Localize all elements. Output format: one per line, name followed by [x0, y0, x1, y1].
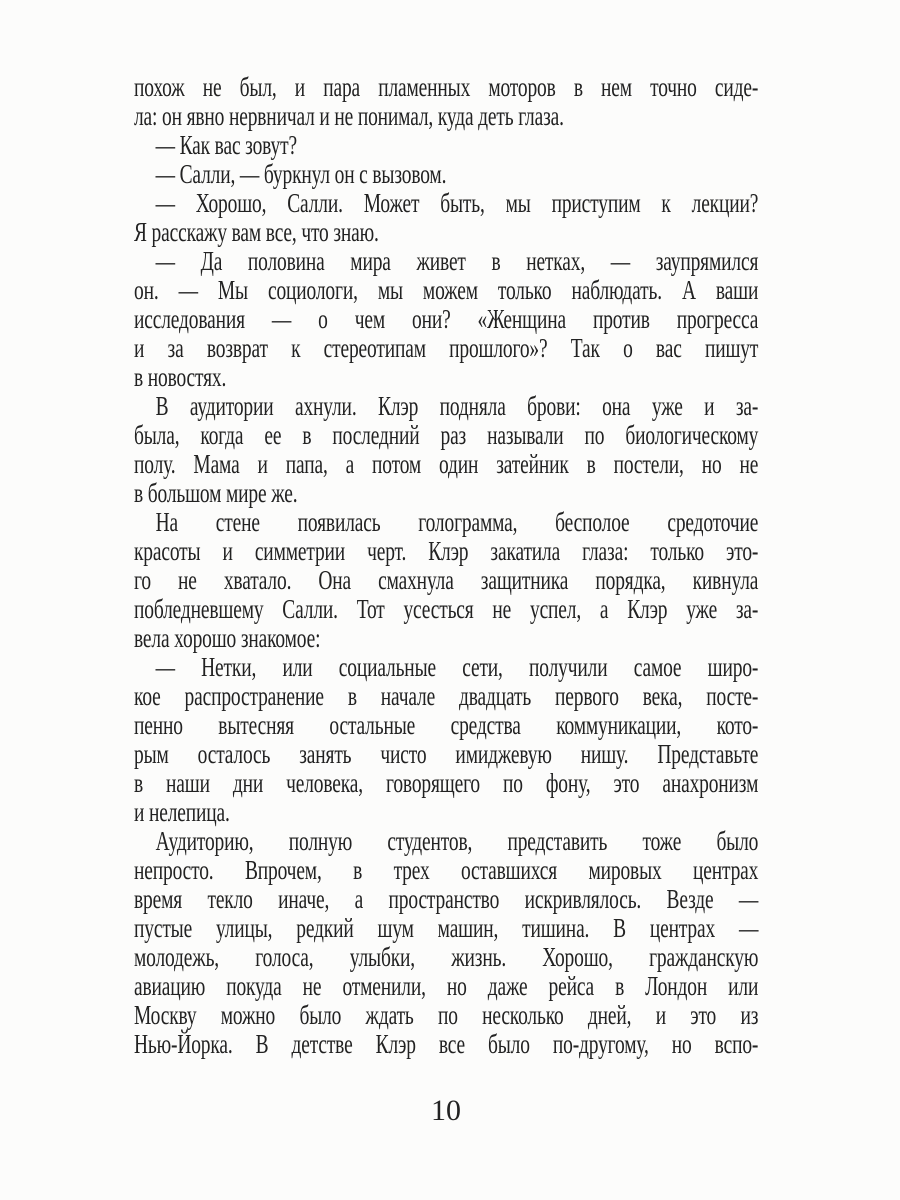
text-line: В аудитории ахнули. Клэр подняла брови: она уже и за- — [155, 391, 759, 421]
text-line: в новостях. — [134, 362, 227, 392]
text-line: была, когда ее в последний раз называли по биологическому — [134, 420, 759, 450]
text-line: — Салли, — буркнул он с вызовом. — [155, 159, 447, 189]
text-line: го не хватало. Она смахнула защитника порядка, кивнула — [134, 565, 759, 595]
text-line: и за возврат к стереотипам прошлого»? Так о вас пишут — [134, 333, 759, 363]
text-line: — Нетки, или социальные сети, получили самое широ- — [155, 652, 759, 682]
text-line: пенно вытесняя остальные средства коммуникации, кото- — [134, 710, 759, 740]
text-line: рым осталось занять чисто имиджевую нишу. Представьте — [134, 739, 759, 769]
text-line: молодежь, голоса, улыбки, жизнь. Хорошо, гражданскую — [134, 942, 759, 972]
text-line: ла: он явно нервничал и не понимал, куда деть глаза. — [134, 101, 564, 131]
text-line: он. — Мы социологи, мы можем только наблюдать. А ваши — [134, 275, 759, 305]
text-line: похож не был, и пара пламенных моторов в нем точно сиде- — [134, 72, 759, 102]
text-line: в большом мире же. — [134, 478, 298, 508]
page-number: 10 — [431, 1094, 461, 1127]
text-line: Нью-Йорка. В детстве Клэр все было по-другому, но вспо- — [134, 1029, 759, 1059]
text-line: Я расскажу вам все, что знаю. — [134, 217, 379, 247]
text-line: и нелепица. — [134, 797, 230, 827]
text-line: — Хорошо, Салли. Может быть, мы приступим к лекции? — [155, 188, 759, 218]
text-line: На стене появилась голограмма, бесполое средоточие — [155, 507, 759, 537]
text-line: непросто. Впрочем, в трех оставшихся мировых центрах — [134, 855, 759, 885]
text-line: Москву можно было ждать по несколько дней, и это из — [134, 1000, 759, 1030]
text-line: побледневшему Салли. Тот усесться не успел, а Клэр уже за- — [134, 594, 759, 624]
page-text — [134, 73, 758, 1059]
text-line: — Да половина мира живет в нетках, — заупрямился — [155, 246, 759, 276]
text-line: авиацию покуда не отменили, но даже рейса в Лондон или — [134, 971, 759, 1001]
text-line: исследования — о чем они? «Женщина против прогресса — [134, 304, 759, 334]
text-line: красоты и симметрии черт. Клэр закатила глаза: только это- — [134, 536, 759, 566]
text-line: в наши дни человека, говорящего по фону, это анахронизм — [134, 768, 759, 798]
text-line: полу. Мама и папа, а потом один затейник в постели, но не — [134, 449, 759, 479]
text-line: кое распространение в начале двадцать первого века, посте- — [134, 681, 759, 711]
text-line: пустые улицы, редкий шум машин, тишина. В центрах — — [134, 913, 759, 943]
text-line: Аудиторию, полную студентов, представить тоже было — [155, 826, 759, 856]
text-line: вела хорошо знакомое: — [134, 623, 321, 653]
text-line: время текло иначе, а пространство искривлялось. Везде — — [134, 884, 759, 914]
text-line: — Как вас зовут? — [155, 130, 297, 160]
